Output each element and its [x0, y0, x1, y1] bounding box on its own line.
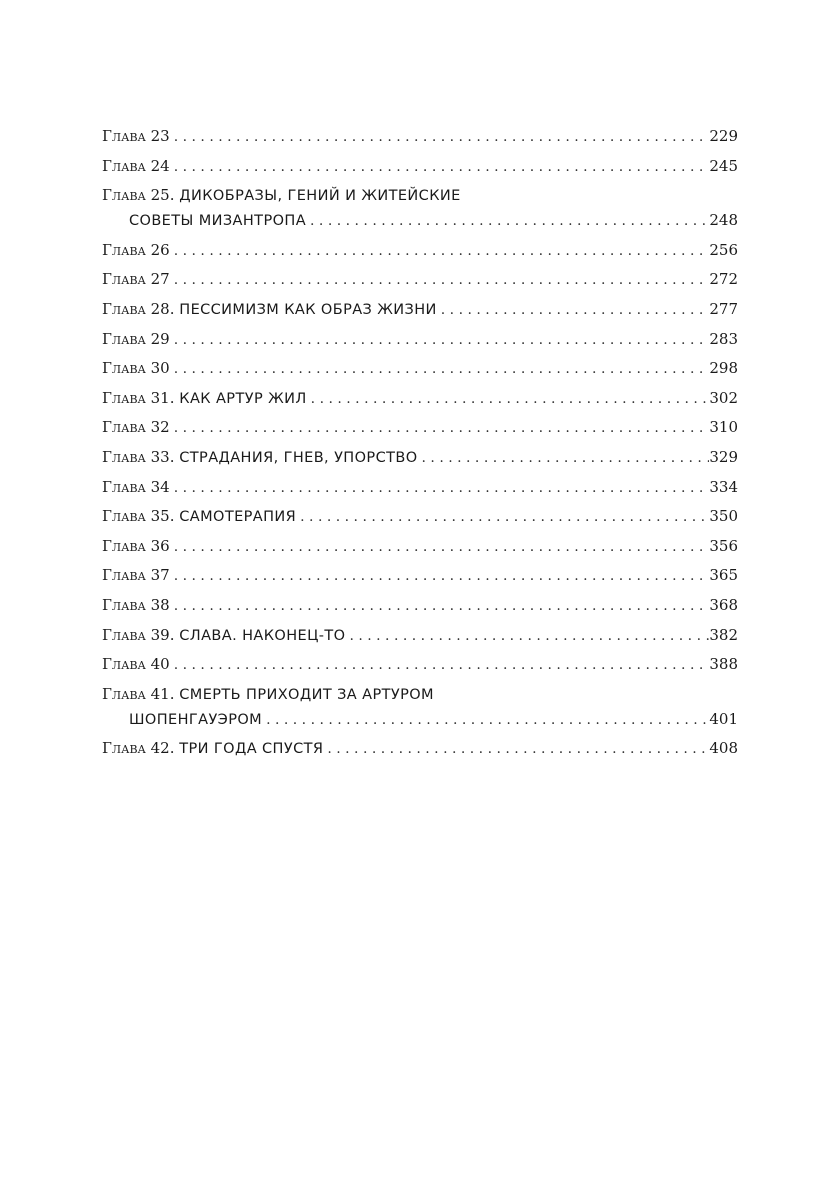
dot-leader: [306, 209, 709, 233]
chapter-title: ДИКОБРАЗЫ, ГЕНИЙ И ЖИТЕЙСКИЕ: [179, 188, 461, 205]
chapter-title: ПЕССИМИЗМ КАК ОБРАЗ ЖИЗНИ: [179, 301, 437, 318]
chapter-label: Глава 28.: [102, 299, 175, 318]
dot-leader: [307, 387, 710, 411]
chapter-label: Глава 32: [102, 418, 170, 437]
dot-leader: [345, 624, 709, 648]
toc-entry: [102, 534, 738, 559]
page-number: 283: [709, 329, 738, 348]
page-number: 329: [709, 447, 738, 466]
page-number: 256: [709, 240, 738, 259]
page-number: 298: [709, 359, 738, 378]
dot-leader: [262, 708, 709, 732]
toc-entry: [102, 356, 738, 381]
chapter-label: Глава 37: [102, 566, 170, 585]
dot-leader: [170, 416, 710, 440]
toc-entry: [102, 445, 738, 470]
dot-leader: [170, 476, 710, 500]
toc-entry: [102, 386, 738, 411]
page-number: 334: [709, 477, 738, 496]
toc-entry: [102, 623, 738, 648]
page-number: 277: [709, 299, 738, 318]
chapter-label: Глава 34: [102, 477, 170, 496]
dot-leader: [296, 505, 709, 529]
chapter-label: Глава 36: [102, 536, 170, 555]
toc-entry: [102, 183, 738, 233]
toc-entry: [102, 652, 738, 677]
chapter-title: САМОТЕРАПИЯ: [179, 509, 297, 526]
toc-entry: [102, 267, 738, 292]
page-number: 350: [709, 507, 738, 526]
chapter-title: СТРАДАНИЯ, ГНЕВ, УПОРСТВО: [179, 449, 418, 466]
chapter-title-continued: СОВЕТЫ МИЗАНТРОПА: [129, 213, 307, 230]
chapter-title-continued: ШОПЕНГАУЭРОМ: [129, 711, 263, 728]
chapter-label: Глава 41.: [102, 684, 175, 703]
page-number: 365: [709, 566, 738, 585]
page-number: 245: [709, 156, 738, 175]
dot-leader: [170, 653, 710, 677]
toc-entry: [102, 736, 738, 761]
chapter-title: СЛАВА. НАКОНЕЦ-ТО: [179, 627, 346, 644]
dot-leader: [170, 564, 710, 588]
chapter-label: Глава 31.: [102, 388, 175, 407]
chapter-label: Глава 30: [102, 359, 170, 378]
chapter-label: Глава 26: [102, 240, 170, 259]
chapter-title: СМЕРТЬ ПРИХОДИТ ЗА АРТУРОМ: [179, 686, 434, 703]
dot-leader: [170, 268, 710, 292]
page-number: 272: [709, 270, 738, 289]
chapter-title: ТРИ ГОДА СПУСТЯ: [179, 741, 324, 758]
toc-entry: [102, 593, 738, 618]
toc-entry: [102, 238, 738, 263]
page-number: 368: [709, 595, 738, 614]
chapter-label: Глава 40: [102, 655, 170, 674]
dot-leader: [170, 328, 710, 352]
page-number: 401: [709, 709, 738, 728]
chapter-label: Глава 24: [102, 156, 170, 175]
table-of-contents: [102, 124, 738, 766]
toc-entry: [102, 124, 738, 149]
toc-entry: [102, 475, 738, 500]
page-number: 382: [709, 625, 738, 644]
chapter-label: Глава 35.: [102, 507, 175, 526]
chapter-label: Глава 33.: [102, 447, 175, 466]
dot-leader: [323, 737, 709, 761]
toc-entry: [102, 297, 738, 322]
page-number: 388: [709, 655, 738, 674]
toc-entry: [102, 154, 738, 179]
chapter-label: Глава 29: [102, 329, 170, 348]
chapter-label: Глава 39.: [102, 625, 175, 644]
toc-entry: [102, 563, 738, 588]
chapter-label: Глава 23: [102, 127, 170, 145]
toc-entry: [102, 504, 738, 529]
dot-leader: [170, 594, 710, 618]
dot-leader: [170, 239, 710, 263]
page-number: 408: [709, 739, 738, 758]
chapter-label: Глава 38: [102, 595, 170, 614]
toc-entry: [102, 682, 738, 732]
dot-leader: [170, 155, 710, 179]
dot-leader: [418, 446, 710, 470]
dot-leader: [437, 298, 710, 322]
page-number: 356: [709, 536, 738, 555]
dot-leader: [170, 357, 710, 381]
dot-leader: [170, 125, 710, 149]
dot-leader: [170, 535, 710, 559]
page-number: 302: [709, 388, 738, 407]
page-number: 229: [709, 127, 738, 145]
chapter-title: КАК АРТУР ЖИЛ: [179, 390, 307, 407]
page-number: 310: [709, 418, 738, 437]
toc-entry: [102, 415, 738, 440]
page-number: 248: [709, 211, 738, 230]
chapter-label: Глава 27: [102, 270, 170, 289]
toc-entry: [102, 327, 738, 352]
chapter-label: Глава 42.: [102, 739, 175, 758]
chapter-label: Глава 25.: [102, 186, 175, 205]
